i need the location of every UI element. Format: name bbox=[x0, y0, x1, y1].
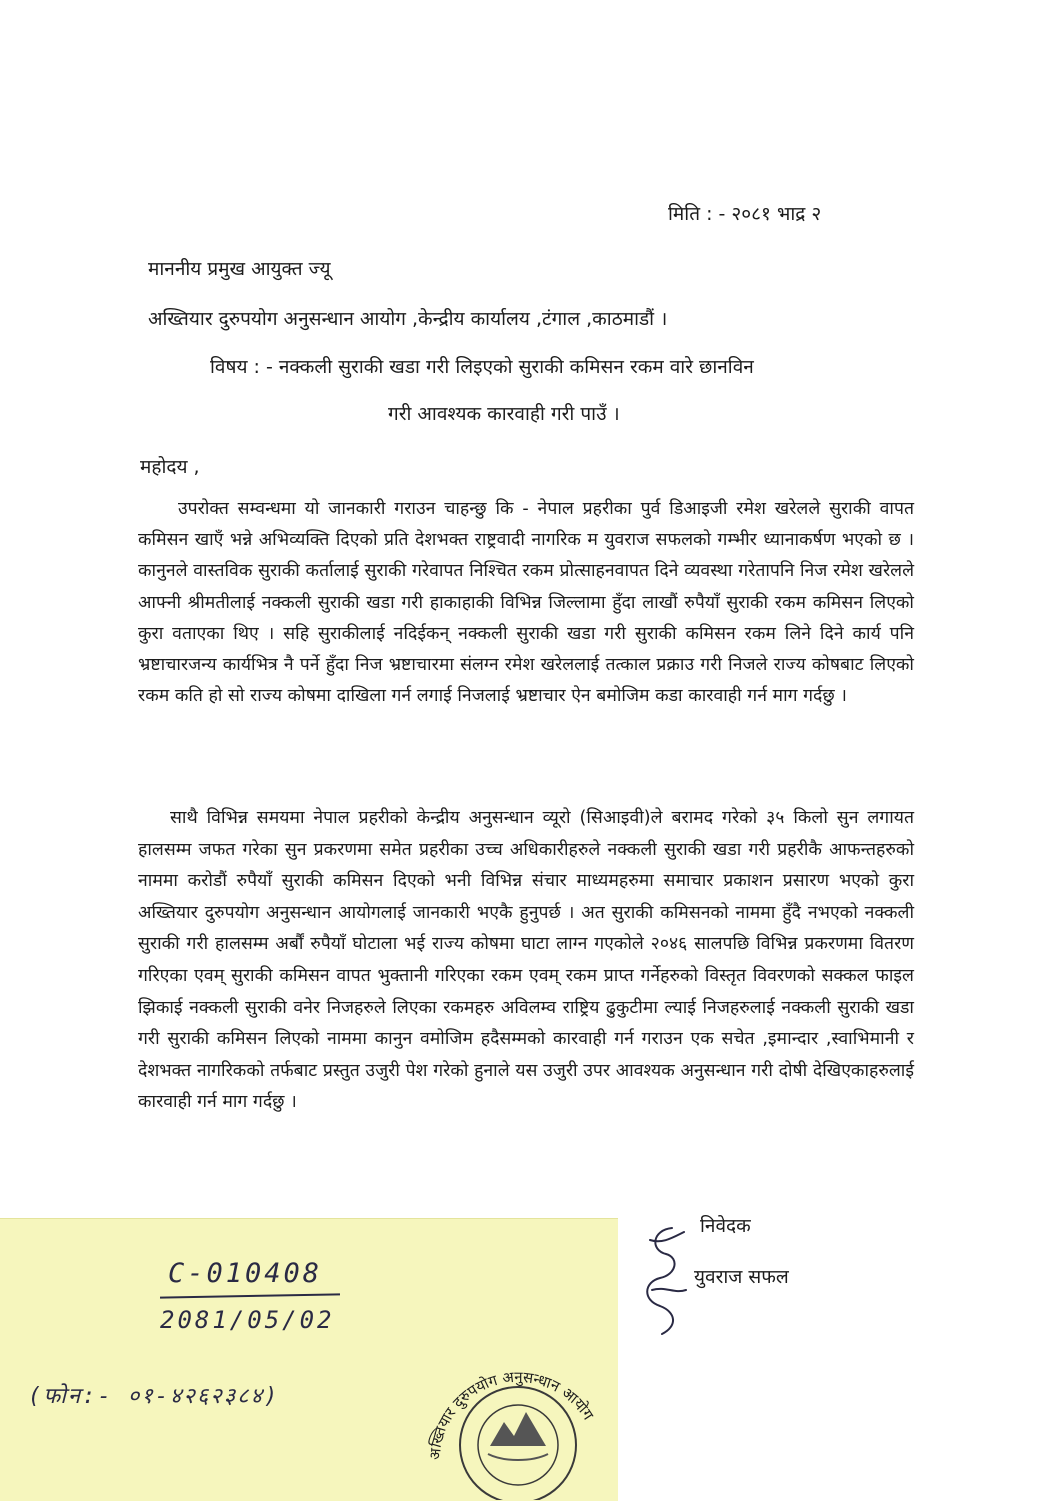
subject-line-2: गरी आवश्यक कारवाही गरी पाउँ । bbox=[388, 403, 620, 425]
greeting: महोदय , bbox=[140, 456, 200, 478]
registration-number: 2081/05/02 bbox=[160, 1306, 335, 1334]
commission-seal bbox=[418, 1350, 618, 1500]
phone-note: (फोन:- ०१-४२६२३८४) bbox=[28, 1384, 280, 1409]
body-paragraph-1: उपरोक्त सम्वन्धमा यो जानकारी गराउन चाहन्छु कि - नेपाल प्रहरीका पुर्व डिआइजी रमेश खरेलले सुराकी वापत कमिसन खाएँ भन्ने अभिव्यक्ति दिएको प्रति देशभक्त राष्ट्रवादी नागरिक म युवराज सफलको गम्भीर ध्यानाकर्षण भएको छ । कानुनले वास्तविक सुराकी कर्तालाई सुराकी गरेवापत निश्चित रकम प्रोत्साहनवापत दिने व्यवस्था गरेतापनि निज रमेश खरेलले आफ्नी श्रीमतीलाई नक्कली सुराकी खडा गरी हाकाहाकी विभिन्न जिल्लामा हुँदा लाखौं रुपैयाँ सुराकी रकम कमिसन लिएको कुरा वताएका थिए । सहि सुराकीलाई नदिईकन् नक्कली सुराकी खडा गरी सुराकी कमिसन रकम लिने दिने कार्य पनि भ्रष्टाचारजन्य कार्यभित्र नै पर्ने हुँदा निज भ्रष्टाचारमा संलग्न रमेश खरेललाई तत्काल प्रक्राउ गरी निजले राज्य कोषबाट लिएको रकम कति हो सो राज्य कोषमा दाखिला गर्न लगाई निजलाई भ्रष्टाचार ऐन बमोजिम कडा कारवाही गर्न माग गर्दछु । bbox=[138, 499, 914, 707]
seal-text: अख्तियार दुरुपयोग अनुसन्धान आयोग bbox=[425, 1367, 598, 1461]
body-paragraph-2: साथै विभिन्न समयमा नेपाल प्रहरीको केन्द्रीय अनुसन्धान व्यूरो (सिआइवी)ले बरामद गरेको ३५ किलो सुन लगायत हालसम्म जफत गरेका सुन प्रकरणमा समेत प्रहरीका उच्च अधिकारीहरुले नक्कली सुराकी खडा गरी प्रहरीकै आफन्तहरुको नाममा करोडौं रुपैयाँ सुराकी कमिसन दिएको भनी विभिन्न संचार माध्यमहरुमा समाचार प्रकाशन प्रसारण भएको कुरा अख्तियार दुरुपयोग अनुसन्धान आयोगलाई जानकारी भएकै हुनुपर्छ । अत सुराकी कमिसनको नाममा हुँदै नभएको नक्कली सुराकी गरी हालसम्म अर्बौं रुपैयाँ घोटाला भई राज्य कोषमा घाटा लाग्न गएकोले २०४६ सालपछि विभिन्न प्रकरणमा वितरण गरिएका एवम् सुराकी कमिसन वापत भुक्तानी गरिएका रकम एवम् रकम प्राप्त गर्नेहरुको विस्तृत विवरणको सक्कल फाइल झिकाई नक्कली सुराकी वनेर निजहरुले लिएका रकमहरु अविलम्व राष्ट्रिय ढुकुटीमा ल्याई निजहरुलाई नक्कली सुराकी खडा गरी सुराकी कमिसन लिएको नाममा कानुन वमोजिम हदैसम्मको कारवाही गर्न गराउन एक सचेत ,इमान्दार ,स्वाभिमानी र देशभक्त नागरिकको तर्फबाट प्रस्तुत उजुरी पेश गरेको हुनाले यस उजुरी उपर आवश्यक अनुसन्धान गरी दोषी देखिएकाहरुलाई कारवाही गर्न माग गर्दछु । bbox=[138, 808, 914, 1113]
signatory-title: निवेदक bbox=[700, 1215, 751, 1237]
handwritten-signature bbox=[632, 1220, 694, 1340]
subject-line-1: विषय : - नक्कली सुराकी खडा गरी लिइएको सुराकी कमिसन रकम वारे छानविन bbox=[210, 356, 754, 378]
letter-date: मिति : - २०८१ भाद्र २ bbox=[668, 203, 822, 225]
reference-number: C-010408 bbox=[168, 1258, 323, 1289]
signatory-name: युवराज सफल bbox=[694, 1266, 789, 1288]
recipient-title: माननीय प्रमुख आयुक्त ज्यू bbox=[148, 258, 331, 280]
recipient-address: अख्तियार दुरुपयोग अनुसन्धान आयोग ,केन्द्रीय कार्यालय ,टंगाल ,काठमाडौं । bbox=[148, 308, 668, 330]
